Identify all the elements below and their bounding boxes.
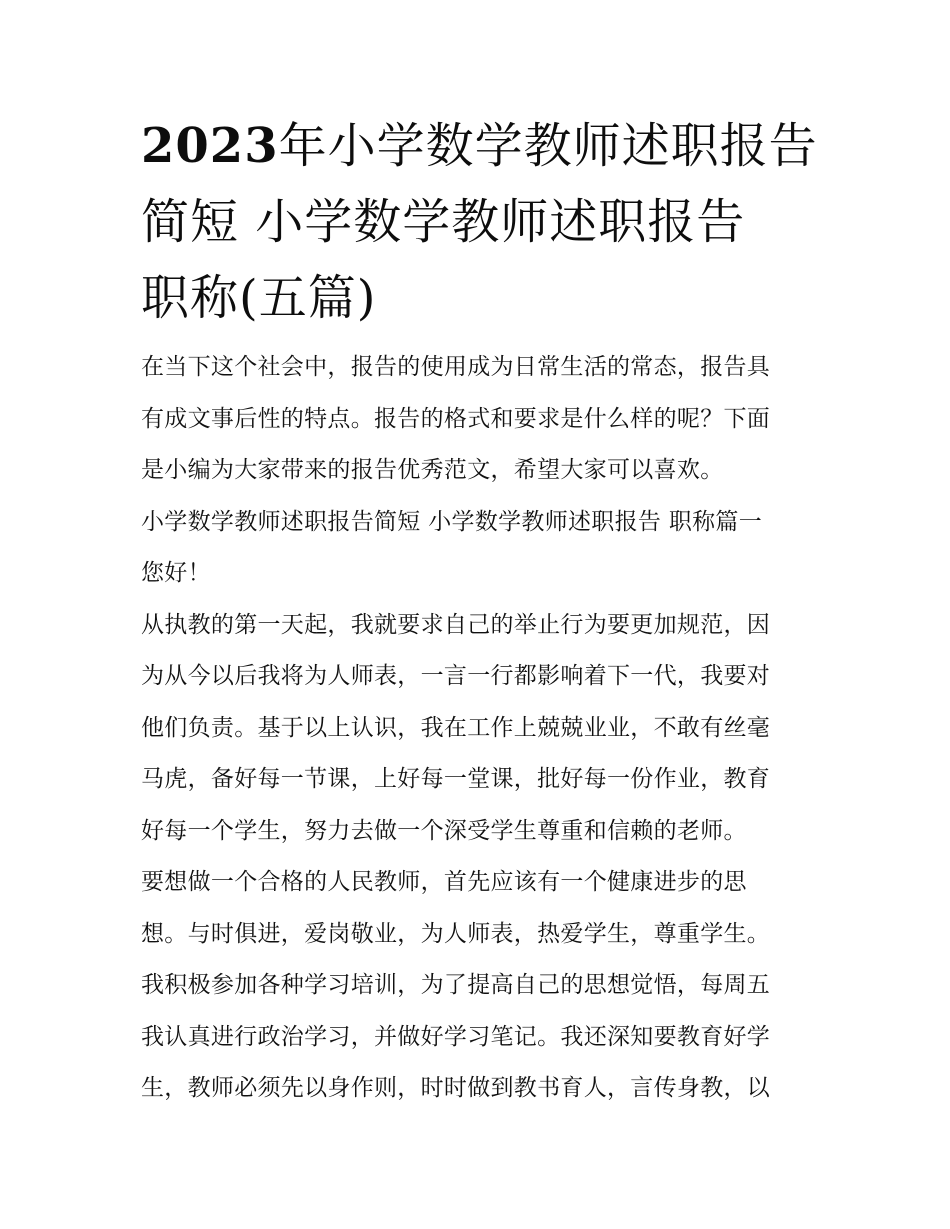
title-line-1	[141, 108, 816, 184]
body-line: 马虎，备好每一节课，上好每一堂课，批好每一份作业，教育	[141, 766, 771, 792]
document-body	[141, 342, 816, 1115]
body-line: 想。与时俱进，爱岗敬业，为人师表，热爱学生，尊重学生。	[141, 920, 771, 947]
body-line: 是小编为大家带来的报告优秀范文，希望大家可以喜欢。	[141, 457, 724, 483]
body-line: 他们负责。基于以上认识，我在工作上兢兢业业，不敢有丝毫	[141, 714, 771, 741]
body-line: 我积极参加各种学习培训，为了提高自己的思想觉悟，每周五	[141, 972, 771, 998]
body-line: 在当下这个社会中，报告的使用成为日常生活的常态，报告具	[141, 354, 771, 380]
body-line: 好每一个学生，努力去做一个深受学生尊重和信赖的老师。	[141, 817, 747, 844]
body-line: 为从今以后我将为人师表，一言一行都影响着下一代，我要对	[141, 663, 771, 689]
salutation: 您好！	[141, 560, 211, 586]
document-content	[141, 108, 816, 1115]
title-year: 2023	[141, 118, 279, 174]
section-heading: 小学数学教师述职报告简短 小学数学教师述职报告 职称篇一	[141, 508, 763, 535]
title-line-1-text: 年小学数学教师述职报告	[278, 118, 818, 174]
body-line: 生，教师必须先以身作则，时时做到教书育人，言传身教，以	[141, 1075, 771, 1101]
title-line-2: 简短 小学数学教师述职报告	[141, 194, 746, 250]
body-line: 要想做一个合格的人民教师，首先应该有一个健康进步的思	[141, 869, 747, 895]
body-line: 从执教的第一天起，我就要求自己的举止行为要更加规范，因	[141, 611, 771, 638]
title-line-3: 职称(五篇)	[141, 270, 377, 326]
body-line: 有成文事后性的特点。报告的格式和要求是什么样的呢？下面	[141, 405, 771, 432]
body-line: 我认真进行政治学习，并做好学习笔记。我还深知要教育好学	[141, 1023, 771, 1050]
document-title	[141, 108, 816, 336]
